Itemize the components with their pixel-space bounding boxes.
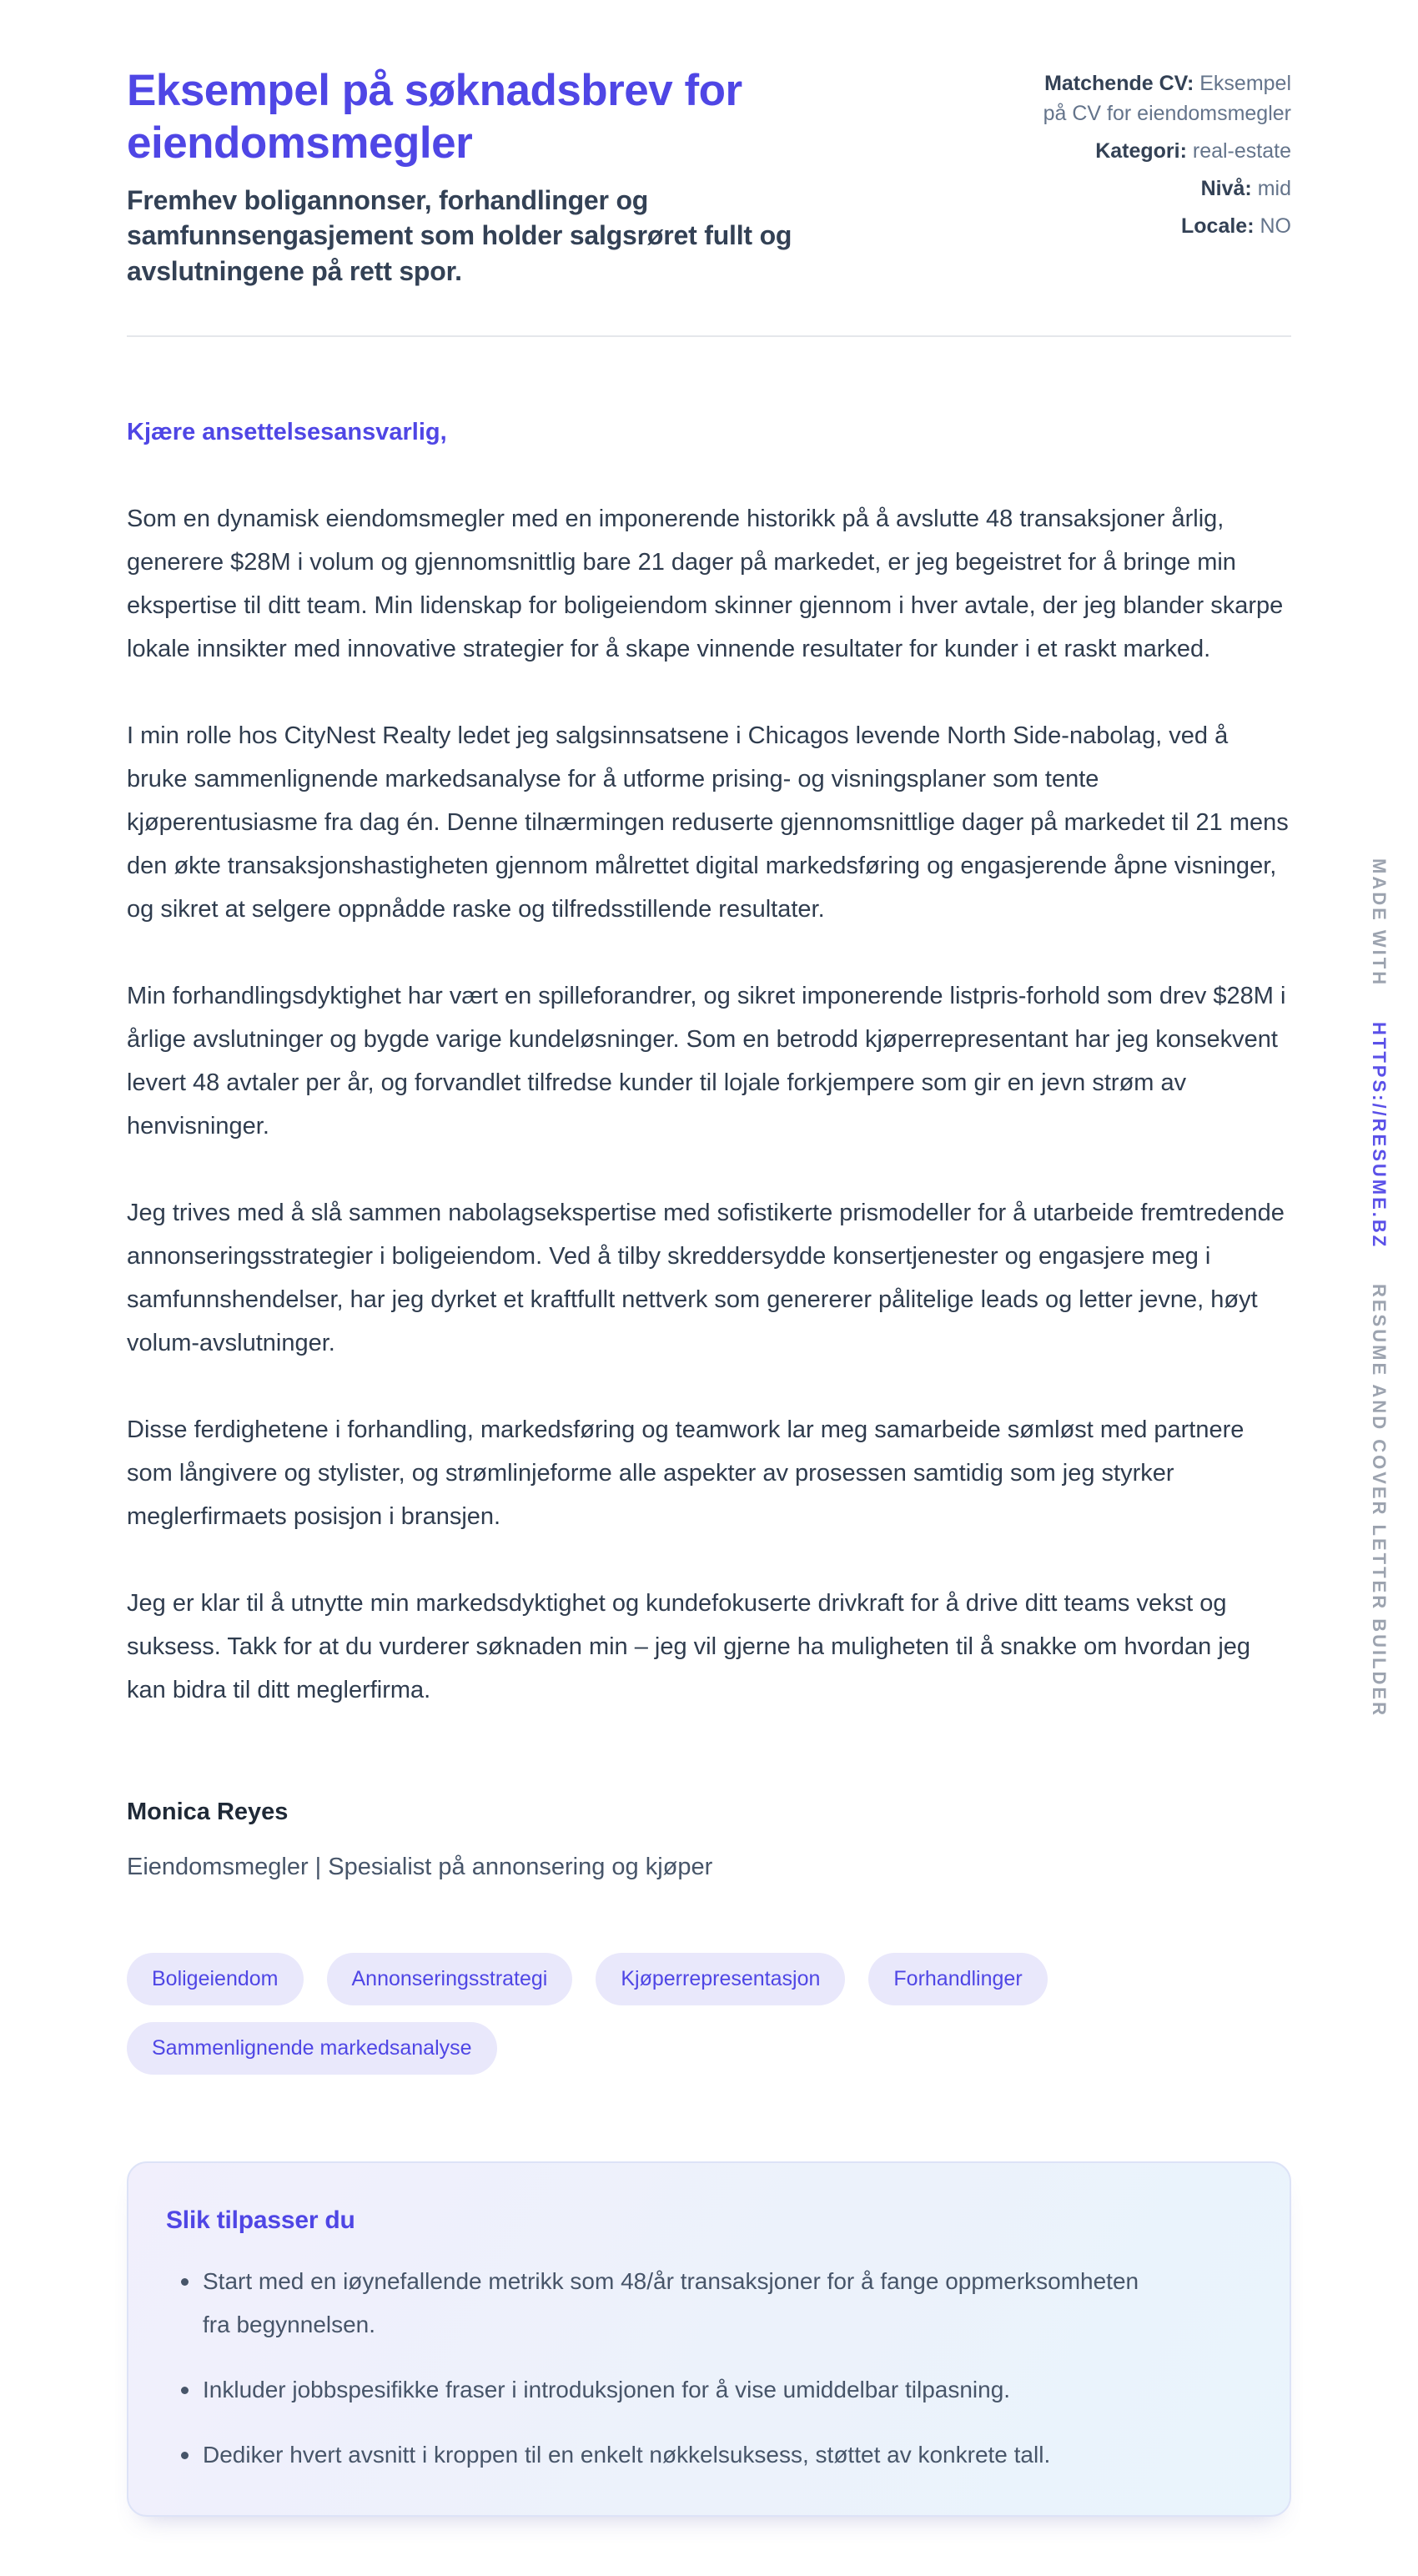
signature-block bbox=[127, 1795, 1291, 1884]
letter-paragraph: Disse ferdighetene i forhandling, markedsføring og teamwork lar meg samarbeide sømløst med partnere som långivere og stylister, og strømlinjeforme alle aspekter av prosessen samtidig som jeg styrker meglerfirmaets posisjon i bransjen. bbox=[127, 1416, 1245, 1530]
letter-paragraph: Jeg trives med å slå sammen nabolagsekspertise med sofistikerte prismodeller for å utarbeide fremtredende annonseringsstrategier i boligeiendom. Ved å tilby skreddersydde konsertjenester og engasjere meg i samfunnshendelser, har jeg dyrket et kraftfullt nettverk som genererer pålitelige leads og letter jevne, høyt volum-avslutninger. bbox=[127, 1199, 1285, 1356]
page-subtitle: Fremhev boligannonser, forhandlinger og samfunnsengasjement som holder salgsrøret fullt og avslutningene på rett spor. bbox=[127, 185, 792, 286]
meta-value: Eksempel på CV for eiendomsmegler bbox=[1043, 72, 1291, 125]
meta-label: Locale: bbox=[1181, 214, 1255, 238]
tips-list bbox=[166, 2260, 1243, 2477]
meta-label: Nivå: bbox=[1200, 177, 1252, 200]
tip-item: Inkluder jobbspesifikke fraser i introduksjonen for å vise umiddelbar tilpasning. bbox=[166, 2368, 1167, 2412]
meta-list bbox=[1016, 68, 1291, 249]
tag-list bbox=[127, 1953, 1291, 2075]
letter-paragraph: I min rolle hos CityNest Realty ledet jeg salgsinnsatsene i Chicagos levende North Side-nabolag, ved å bruke sammenlignende markedsanalyse for å utforme prising- og visningsplaner som tente kjøperentusiasme fra dag én. Denne tilnærmingen reduserte gjennomsnittlige dager på markedet til 21 mens den økte transaksjonshastigheten gjennom målrettet digital markedsføring og engasjerende åpne visninger, og sikret at selgere oppnådde raske og tilfredsstillende resultater. bbox=[127, 722, 1289, 923]
watermark-tagline: RESUME AND COVER LETTER BUILDER bbox=[1369, 1284, 1390, 1718]
meta-item-level bbox=[1016, 174, 1291, 204]
meta-label: Matchende CV: bbox=[1044, 72, 1194, 95]
tag-pill: Sammenlignende markedsanalyse bbox=[127, 2022, 497, 2075]
letter-greeting: Kjære ansettelsesansvarlig, bbox=[127, 418, 447, 445]
tag-pill: Forhandlinger bbox=[868, 1953, 1047, 2005]
resume-bz-link[interactable]: HTTPS://RESUME.BZ bbox=[1369, 1021, 1390, 1250]
header-divider bbox=[127, 335, 1291, 337]
page-title: Eksempel på søknadsbrev for eiendomsmegler bbox=[127, 66, 742, 168]
header bbox=[127, 65, 1291, 289]
meta-value: mid bbox=[1257, 177, 1291, 200]
tip-item: Dediker hvert avsnitt i kroppen til en enkelt nøkkelsuksess, støttet av konkrete tall. bbox=[166, 2433, 1167, 2477]
cover-letter-body bbox=[127, 410, 1291, 1884]
signature-name: Monica Reyes bbox=[127, 1798, 289, 1825]
meta-item-category bbox=[1016, 136, 1291, 166]
meta-value: NO bbox=[1260, 214, 1291, 238]
tag-pill: Annonseringsstrategi bbox=[327, 1953, 573, 2005]
signature-role: Eiendomsmegler | Spesialist på annonsering og kjøper bbox=[127, 1854, 713, 1881]
header-left bbox=[127, 65, 877, 289]
meta-label: Kategori: bbox=[1095, 139, 1187, 163]
tips-heading: Slik tilpasser du bbox=[166, 2206, 355, 2234]
letter-paragraph: Som en dynamisk eiendomsmegler med en imponerende historikk på å avslutte 48 transaksjoner årlig, generere $28M i volum og gjennomsnittlig bare 21 dager på markedet, er jeg begeistret for å bringe min ekspertise til ditt team. Min lidenskap for boligeiendom skinner gjennom i hver avtale, der jeg blander skarpe lokale innsikter med innovative strategier for å skape vinnende resultater for kunder i et raskt marked. bbox=[127, 505, 1284, 662]
letter-paragraph: Jeg er klar til å utnytte min markedsdyktighet og kundefokuserte drivkraft for å drive ditt teams vekst og suksess. Takk for at du vurderer søknaden min – jeg vil gjerne ha muligheten til å snakke om hvordan jeg kan bidra til ditt meglerfirma. bbox=[127, 1589, 1251, 1703]
letter-paragraph: Min forhandlingsdyktighet har vært en spilleforandrer, og sikret imponerende listpris-forhold som drev $28M i årlige avslutninger og bygde varige kundeløsninger. Som en betrodd kjøperrepresentant har jeg konsekvent levert 48 avtaler per år, og forvandlet tilfredse kunder til lojale forkjempere som gir en jevn strøm av henvisninger. bbox=[127, 982, 1286, 1140]
meta-value: real-estate bbox=[1192, 139, 1291, 163]
watermark-made-with: MADE WITH bbox=[1369, 858, 1390, 987]
tag-pill: Kjøperrepresentasjon bbox=[596, 1953, 845, 2005]
meta-item-matching-cv bbox=[1016, 68, 1291, 128]
tag-pill: Boligeiendom bbox=[127, 1953, 304, 2005]
customization-tips-card bbox=[127, 2161, 1291, 2517]
meta-item-locale bbox=[1016, 211, 1291, 241]
tip-item: Start med en iøynefallende metrikk som 48/år transaksjoner for å fange oppmerksomheten fra begynnelsen. bbox=[166, 2260, 1167, 2347]
